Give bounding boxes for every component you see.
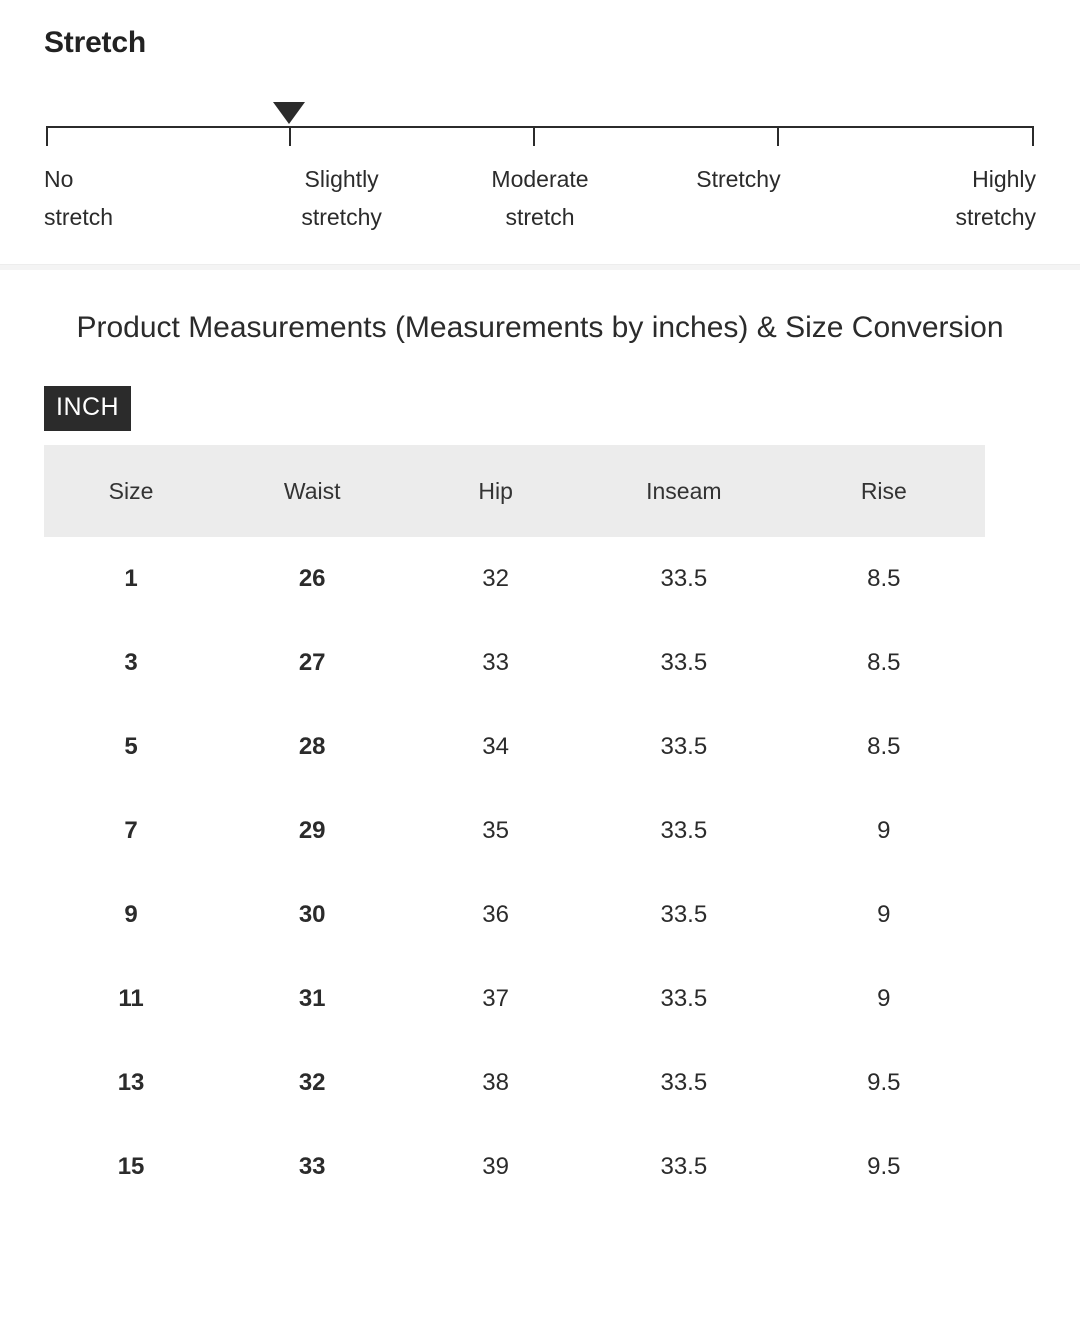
cell-hip: 37 [482,985,509,1012]
cell-inseam: 33.5 [660,565,708,592]
cell-inseam: 33.5 [660,733,708,760]
cell-hip: 39 [482,1153,509,1180]
stretch-level-1-line1: Slightly [304,166,379,192]
stretch-level-0-line1: No [44,166,74,192]
size-table [44,445,985,1209]
size-table-body [44,537,985,1209]
cell-size: 7 [124,817,138,844]
size-table-head [44,445,985,537]
cell-hip: 38 [482,1069,509,1096]
unit-badge: INCH [44,386,131,431]
table-row [44,537,985,621]
cell-rise: 8.5 [867,733,901,760]
stretch-level-0-line2: stretch [44,204,114,230]
cell-inseam: 33.5 [660,649,708,676]
cell-rise: 8.5 [867,565,901,592]
cell-hip: 35 [482,817,509,844]
cell-size: 3 [124,649,138,676]
table-row [44,873,985,957]
cell-waist: 29 [298,817,326,844]
cell-hip: 34 [482,733,509,760]
cell-hip: 32 [482,565,509,592]
stretch-title: Stretch [44,26,146,59]
cell-waist: 28 [298,733,326,760]
measurements-section [0,270,1080,1249]
cell-waist: 33 [298,1153,326,1180]
cell-size: 11 [118,985,144,1012]
cell-inseam: 33.5 [660,1153,708,1180]
stretch-level-marker-icon [273,102,305,124]
cell-waist: 26 [298,565,326,592]
cell-size: 5 [124,733,138,760]
cell-hip: 36 [482,901,509,928]
measurements-title: Product Measurements (Measurements by inches) & Size Conversion [76,311,1004,344]
cell-size: 15 [117,1153,145,1180]
column-header-waist: Waist [218,445,406,537]
scale-tick-3 [777,126,779,146]
stretch-level-0 [44,160,242,236]
cell-size: 9 [124,901,138,928]
stretch-level-1 [242,160,440,236]
stretch-scale [46,94,1034,154]
cell-inseam: 33.5 [660,901,708,928]
scale-tick-4 [1032,126,1034,146]
stretch-level-4 [838,160,1036,236]
cell-rise: 9.5 [867,1069,901,1096]
column-header-size: Size [44,445,218,537]
table-row [44,705,985,789]
cell-waist: 31 [298,985,326,1012]
stretch-level-2 [441,160,639,236]
scale-line [46,126,1034,128]
stretch-section [0,0,1080,236]
cell-rise: 9 [877,985,891,1012]
stretch-level-2-line1: Moderate [491,166,589,192]
cell-rise: 9 [877,817,891,844]
table-row [44,1125,985,1209]
stretch-level-3 [639,160,837,236]
cell-rise: 9.5 [867,1153,901,1180]
table-header-row [44,445,985,537]
cell-rise: 8.5 [867,649,901,676]
cell-waist: 30 [298,901,326,928]
stretch-level-4-line2: stretchy [955,204,1037,230]
column-header-inseam: Inseam [585,445,783,537]
scale-tick-2 [533,126,535,146]
scale-tick-1 [289,126,291,146]
cell-inseam: 33.5 [660,817,708,844]
cell-size: 13 [117,1069,145,1096]
table-row [44,789,985,873]
cell-waist: 32 [298,1069,326,1096]
table-row [44,957,985,1041]
table-row [44,621,985,705]
stretch-level-1-line2: stretchy [301,204,382,230]
stretch-scale-labels [44,160,1036,236]
cell-waist: 27 [298,649,326,676]
stretch-level-4-line1: Highly [972,166,1037,192]
table-row [44,1041,985,1125]
scale-tick-0 [46,126,48,146]
column-header-rise: Rise [783,445,985,537]
cell-size: 1 [124,565,138,592]
stretch-level-3-line1: Stretchy [696,166,781,192]
stretch-level-2-line2: stretch [505,204,575,230]
cell-inseam: 33.5 [660,1069,708,1096]
cell-rise: 9 [877,901,891,928]
column-header-hip: Hip [406,445,585,537]
cell-hip: 33 [482,649,509,676]
cell-inseam: 33.5 [660,985,708,1012]
